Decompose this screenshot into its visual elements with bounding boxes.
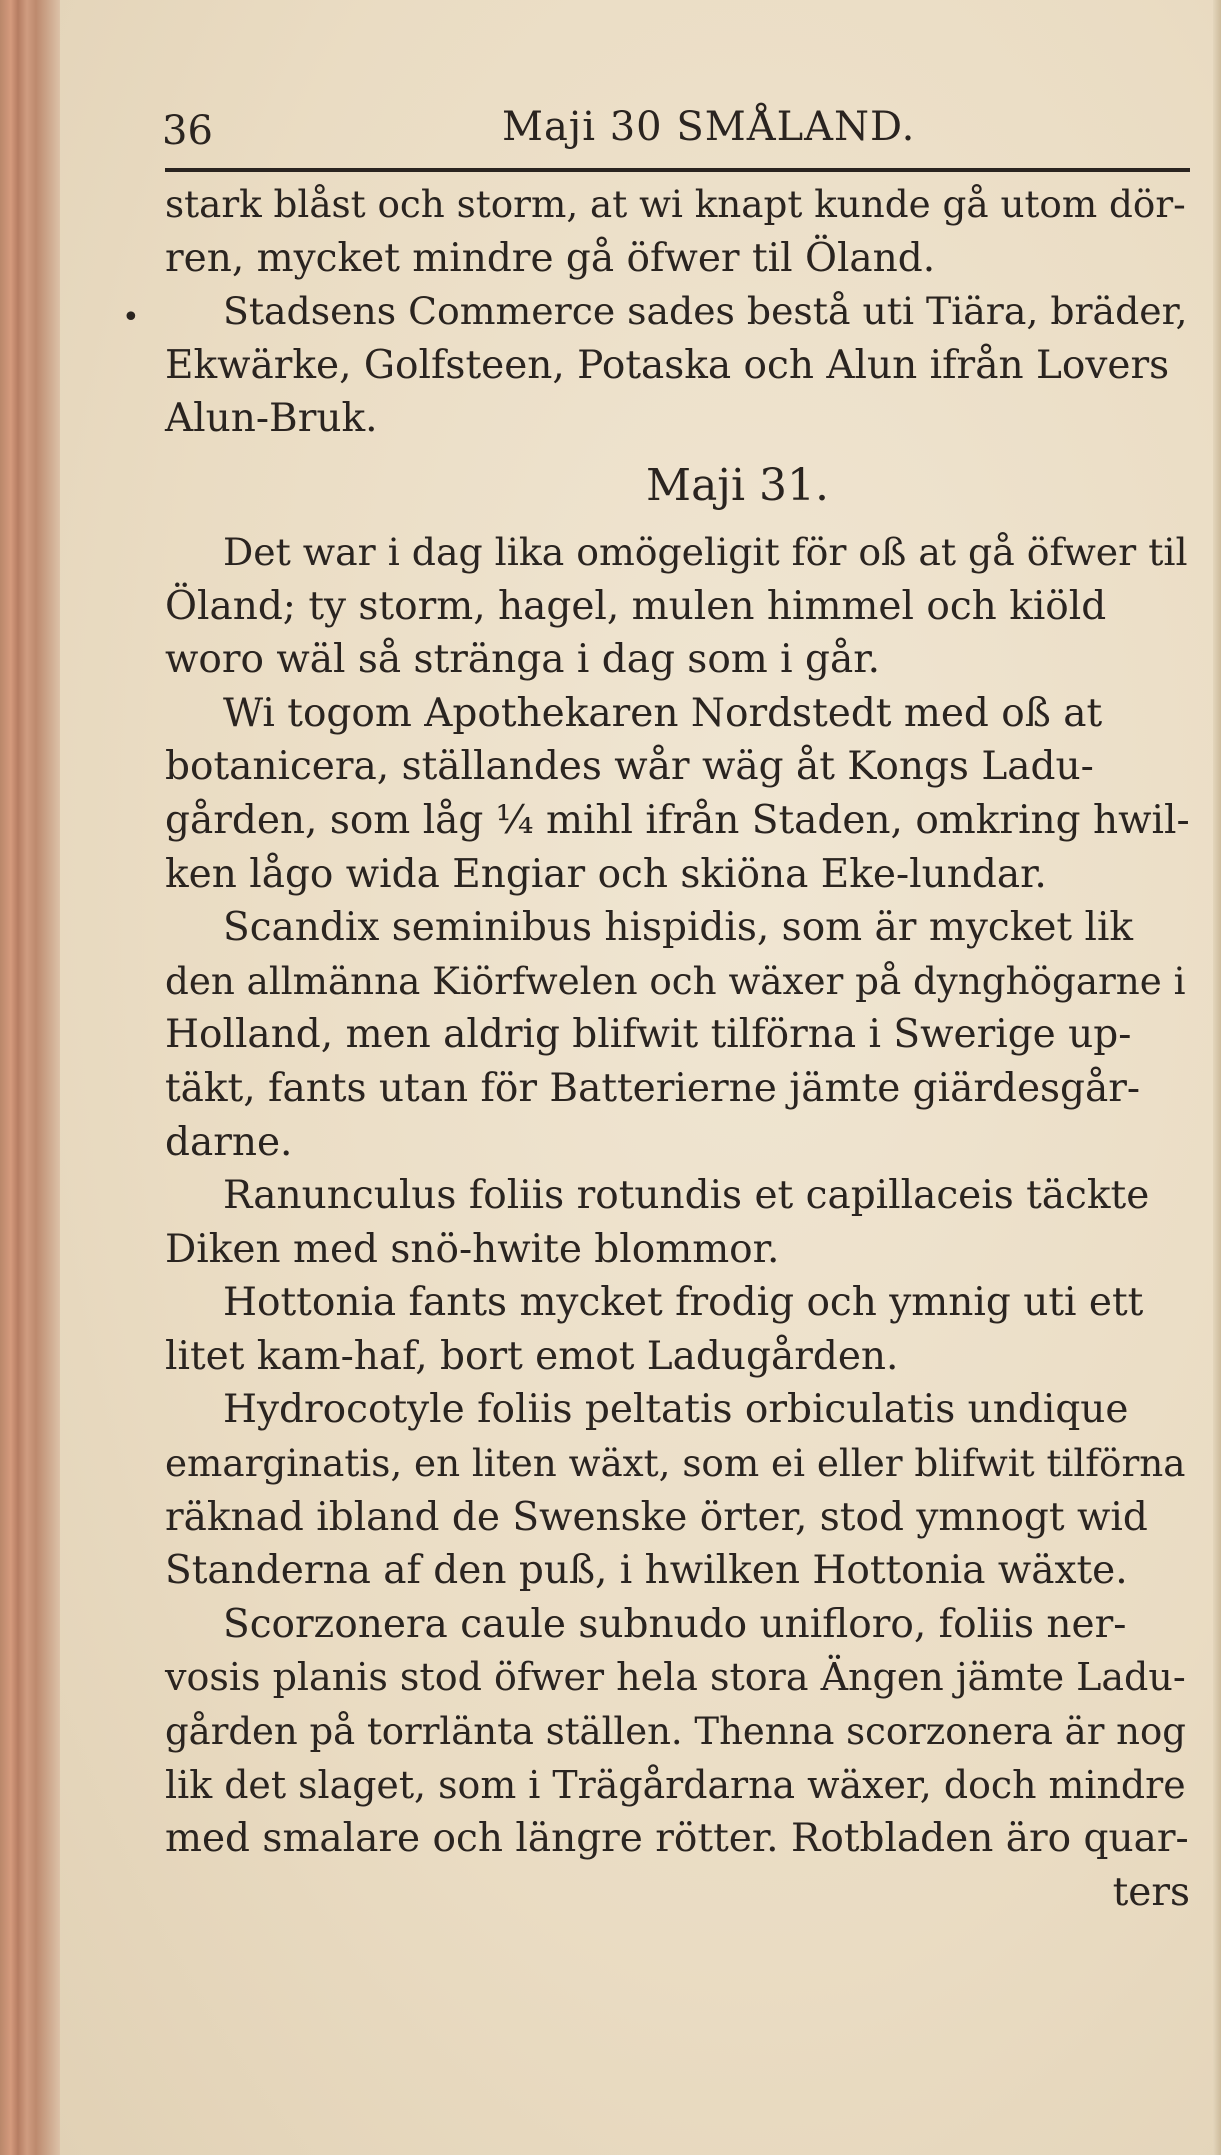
text-line: Wi togom Apothekaren Nordstedt med oß at — [223, 690, 1103, 736]
text-line: botanicera, ställandes wår wäg åt Kongs Ladu- — [165, 744, 1094, 790]
text-line: Ekwärke, Golfsteen, Potaska och Alun ifrån Lovers — [165, 342, 1170, 388]
text-line: den allmänna Kiörfwelen och wäxer på dynghögarne i — [165, 958, 1186, 1003]
text-line: woro wäl så stränga i dag som i går. — [165, 637, 881, 683]
text-line: Stadsens Commerce sades bestå uti Tiära, bräder, — [223, 289, 1188, 334]
page-edge — [1213, 0, 1221, 2155]
page-header — [102, 100, 1192, 160]
text-line: vosis planis stod öfwer hela stora Ängen jämte Ladu- — [165, 1655, 1186, 1700]
running-title: Maji 30 SMÅLAND. — [502, 104, 916, 150]
text-line: med smalare och längre rötter. Rotbladen äro quar- — [165, 1816, 1189, 1862]
text-line: Standerna af den puß, i hwilken Hottonia wäxte. — [165, 1548, 1128, 1594]
text-line: stark blåst och storm, at wi knapt kunde gå utom dör- — [165, 182, 1186, 226]
text-line: darne. — [165, 1119, 293, 1165]
catchword: ters — [1112, 1869, 1190, 1915]
text-line: emarginatis, en liten wäxt, som ei eller blifwit tilförna — [165, 1441, 1186, 1486]
text-line: gården, som låg ¼ mihl ifrån Staden, omkring hwil- — [165, 797, 1190, 843]
text-line: Öland; ty storm, hagel, mulen himmel och kiöld — [165, 583, 1107, 629]
text-line: Diken med snö-hwite blommor. — [165, 1226, 780, 1272]
text-line: litet kam-haf, bort emot Ladugården. — [165, 1333, 899, 1379]
section-heading: Maji 31. — [646, 459, 829, 511]
page-number: 36 — [162, 108, 213, 154]
body-text — [165, 178, 1190, 1919]
text-line: lik det slaget, som i Trägårdarna wäxer, doch mindre — [165, 1762, 1186, 1807]
text-line: Holland, men aldrig blifwit tilförna i Swerige up- — [165, 1012, 1132, 1058]
text-line: ken lågo wida Engiar och skiöna Eke-lundar. — [165, 851, 1047, 897]
text-line: Scandix seminibus hispidis, som är mycket lik — [223, 905, 1134, 951]
text-line: ren, mycket mindre gå öfwer til Öland. — [165, 235, 936, 281]
text-line: Scorzonera caule subnudo unifloro, foliis ner- — [223, 1601, 1127, 1647]
text-line: Hydrocotyle foliis peltatis orbiculatis undique — [223, 1387, 1129, 1433]
header-rule — [165, 168, 1190, 172]
text-line: Ranunculus foliis rotundis et capillaceis täckte — [223, 1173, 1150, 1219]
text-line: räknad ibland de Swenske örter, stod ymnogt wid — [165, 1494, 1148, 1540]
book-spine — [0, 0, 60, 2155]
text-line: gården på torrlänta ställen. Thenna scorzonera är nog — [165, 1710, 1186, 1754]
text-line: Det war i dag lika omögeligit för oß at gå öfwer til — [223, 529, 1188, 574]
text-line: täkt, fants utan för Batterierne jämte giärdesgår- — [165, 1065, 1141, 1111]
text-line: Alun-Bruk. — [165, 396, 378, 442]
margin-mark-icon: • — [122, 300, 140, 335]
text-line: Hottonia fants mycket frodig och ymnig uti ett — [223, 1280, 1144, 1326]
